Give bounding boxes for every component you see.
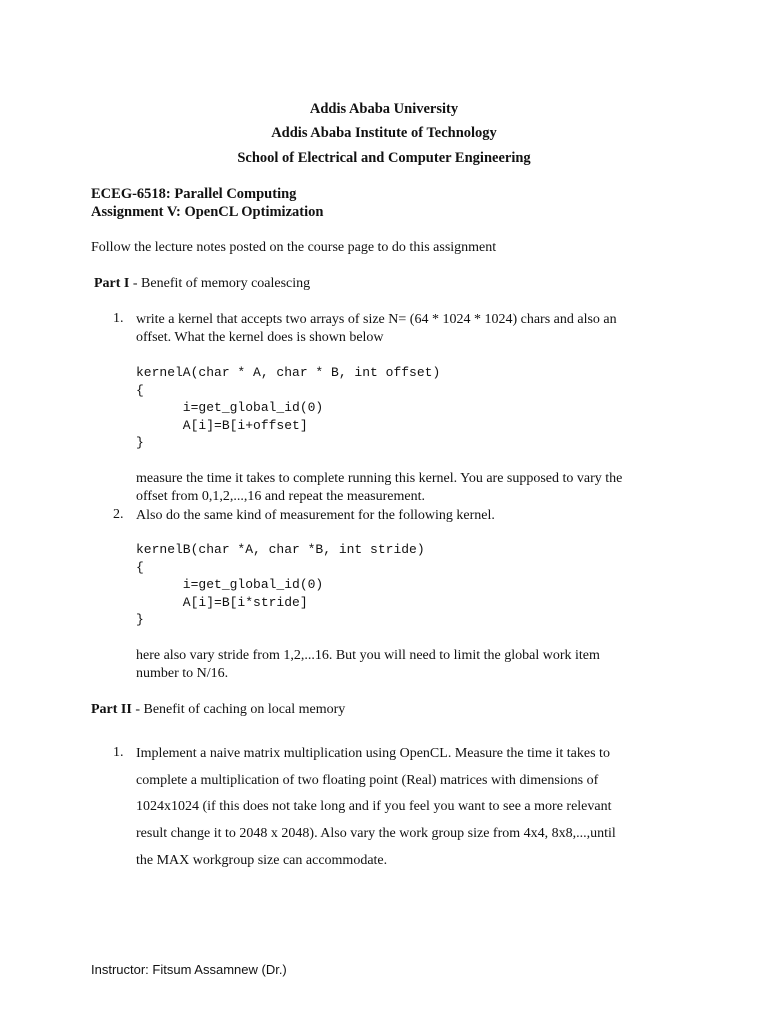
kernelA-code (136, 364, 440, 452)
code-line: kernelA(char * A, char * B, int offset) (136, 365, 441, 380)
university-name: Addis Ababa University (309, 101, 459, 117)
part2-item1-line: the MAX workgroup size can accommodate. (136, 853, 388, 868)
part2-item1-line: 1024x1024 (if this does not take long and if you feel you want to see a more relevant (136, 799, 612, 814)
kernelB-code (136, 541, 425, 629)
institute-name: Addis Ababa Institute of Technology (271, 125, 497, 141)
code-line: i=get_global_id(0) (136, 400, 324, 415)
part2-item1-line: result change it to 2048 x 2048). Also vary the work group size from 4x4, 8x8,...,until (136, 826, 616, 841)
code-line: } (136, 435, 144, 450)
part1-item2-number: 2. (113, 507, 124, 522)
part1-item2-line1: Also do the same kind of measurement for the following kernel. (136, 508, 495, 523)
part2-item1-line: complete a multiplication of two floating point (Real) matrices with dimensions of (136, 773, 599, 788)
course-title: ECEG-6518: Parallel Computing (91, 186, 297, 202)
part1-label: Part I (94, 276, 130, 291)
code-line: kernelB(char *A, char *B, int stride) (136, 542, 425, 557)
part2-label: Part II (91, 702, 132, 717)
part1-item1-after2: offset from 0,1,2,...,16 and repeat the measurement. (136, 489, 425, 504)
part1-item2-after1: here also vary stride from 1,2,...16. But you will need to limit the global work item (136, 648, 600, 663)
code-line: A[i]=B[i*stride] (136, 594, 308, 610)
part1-item1-number: 1. (113, 311, 124, 326)
part1-item1-after1: measure the time it takes to complete running this kernel. You are supposed to vary the (136, 471, 623, 486)
instructor-footer: Instructor: Fitsum Assamnew (Dr.) (91, 962, 287, 977)
part1-heading (94, 275, 310, 292)
code-line: i=get_global_id(0) (136, 577, 324, 592)
part2-item1-line: Implement a naive matrix multiplication using OpenCL. Measure the time it takes to (136, 746, 610, 761)
assignment-title: Assignment V: OpenCL Optimization (91, 204, 324, 220)
part2-title: - Benefit of caching on local memory (131, 702, 346, 717)
part1-title: - Benefit of memory coalescing (129, 276, 311, 291)
intro-text: Follow the lecture notes posted on the course page to do this assignment (91, 240, 497, 255)
code-line: { (136, 382, 144, 398)
part2-item1-number: 1. (113, 745, 124, 760)
part1-item1-line1: write a kernel that accepts two arrays of size N= (64 * 1024 * 1024) chars and also an (136, 312, 617, 327)
code-line: } (136, 612, 144, 627)
code-line: A[i]=B[i+offset] (136, 417, 308, 433)
code-line: { (136, 559, 144, 575)
part1-item2-after2: number to N/16. (136, 666, 229, 681)
part2-heading (91, 701, 345, 718)
part1-item1-line2: offset. What the kernel does is shown below (136, 330, 384, 345)
school-name: School of Electrical and Computer Engineering (237, 150, 531, 166)
